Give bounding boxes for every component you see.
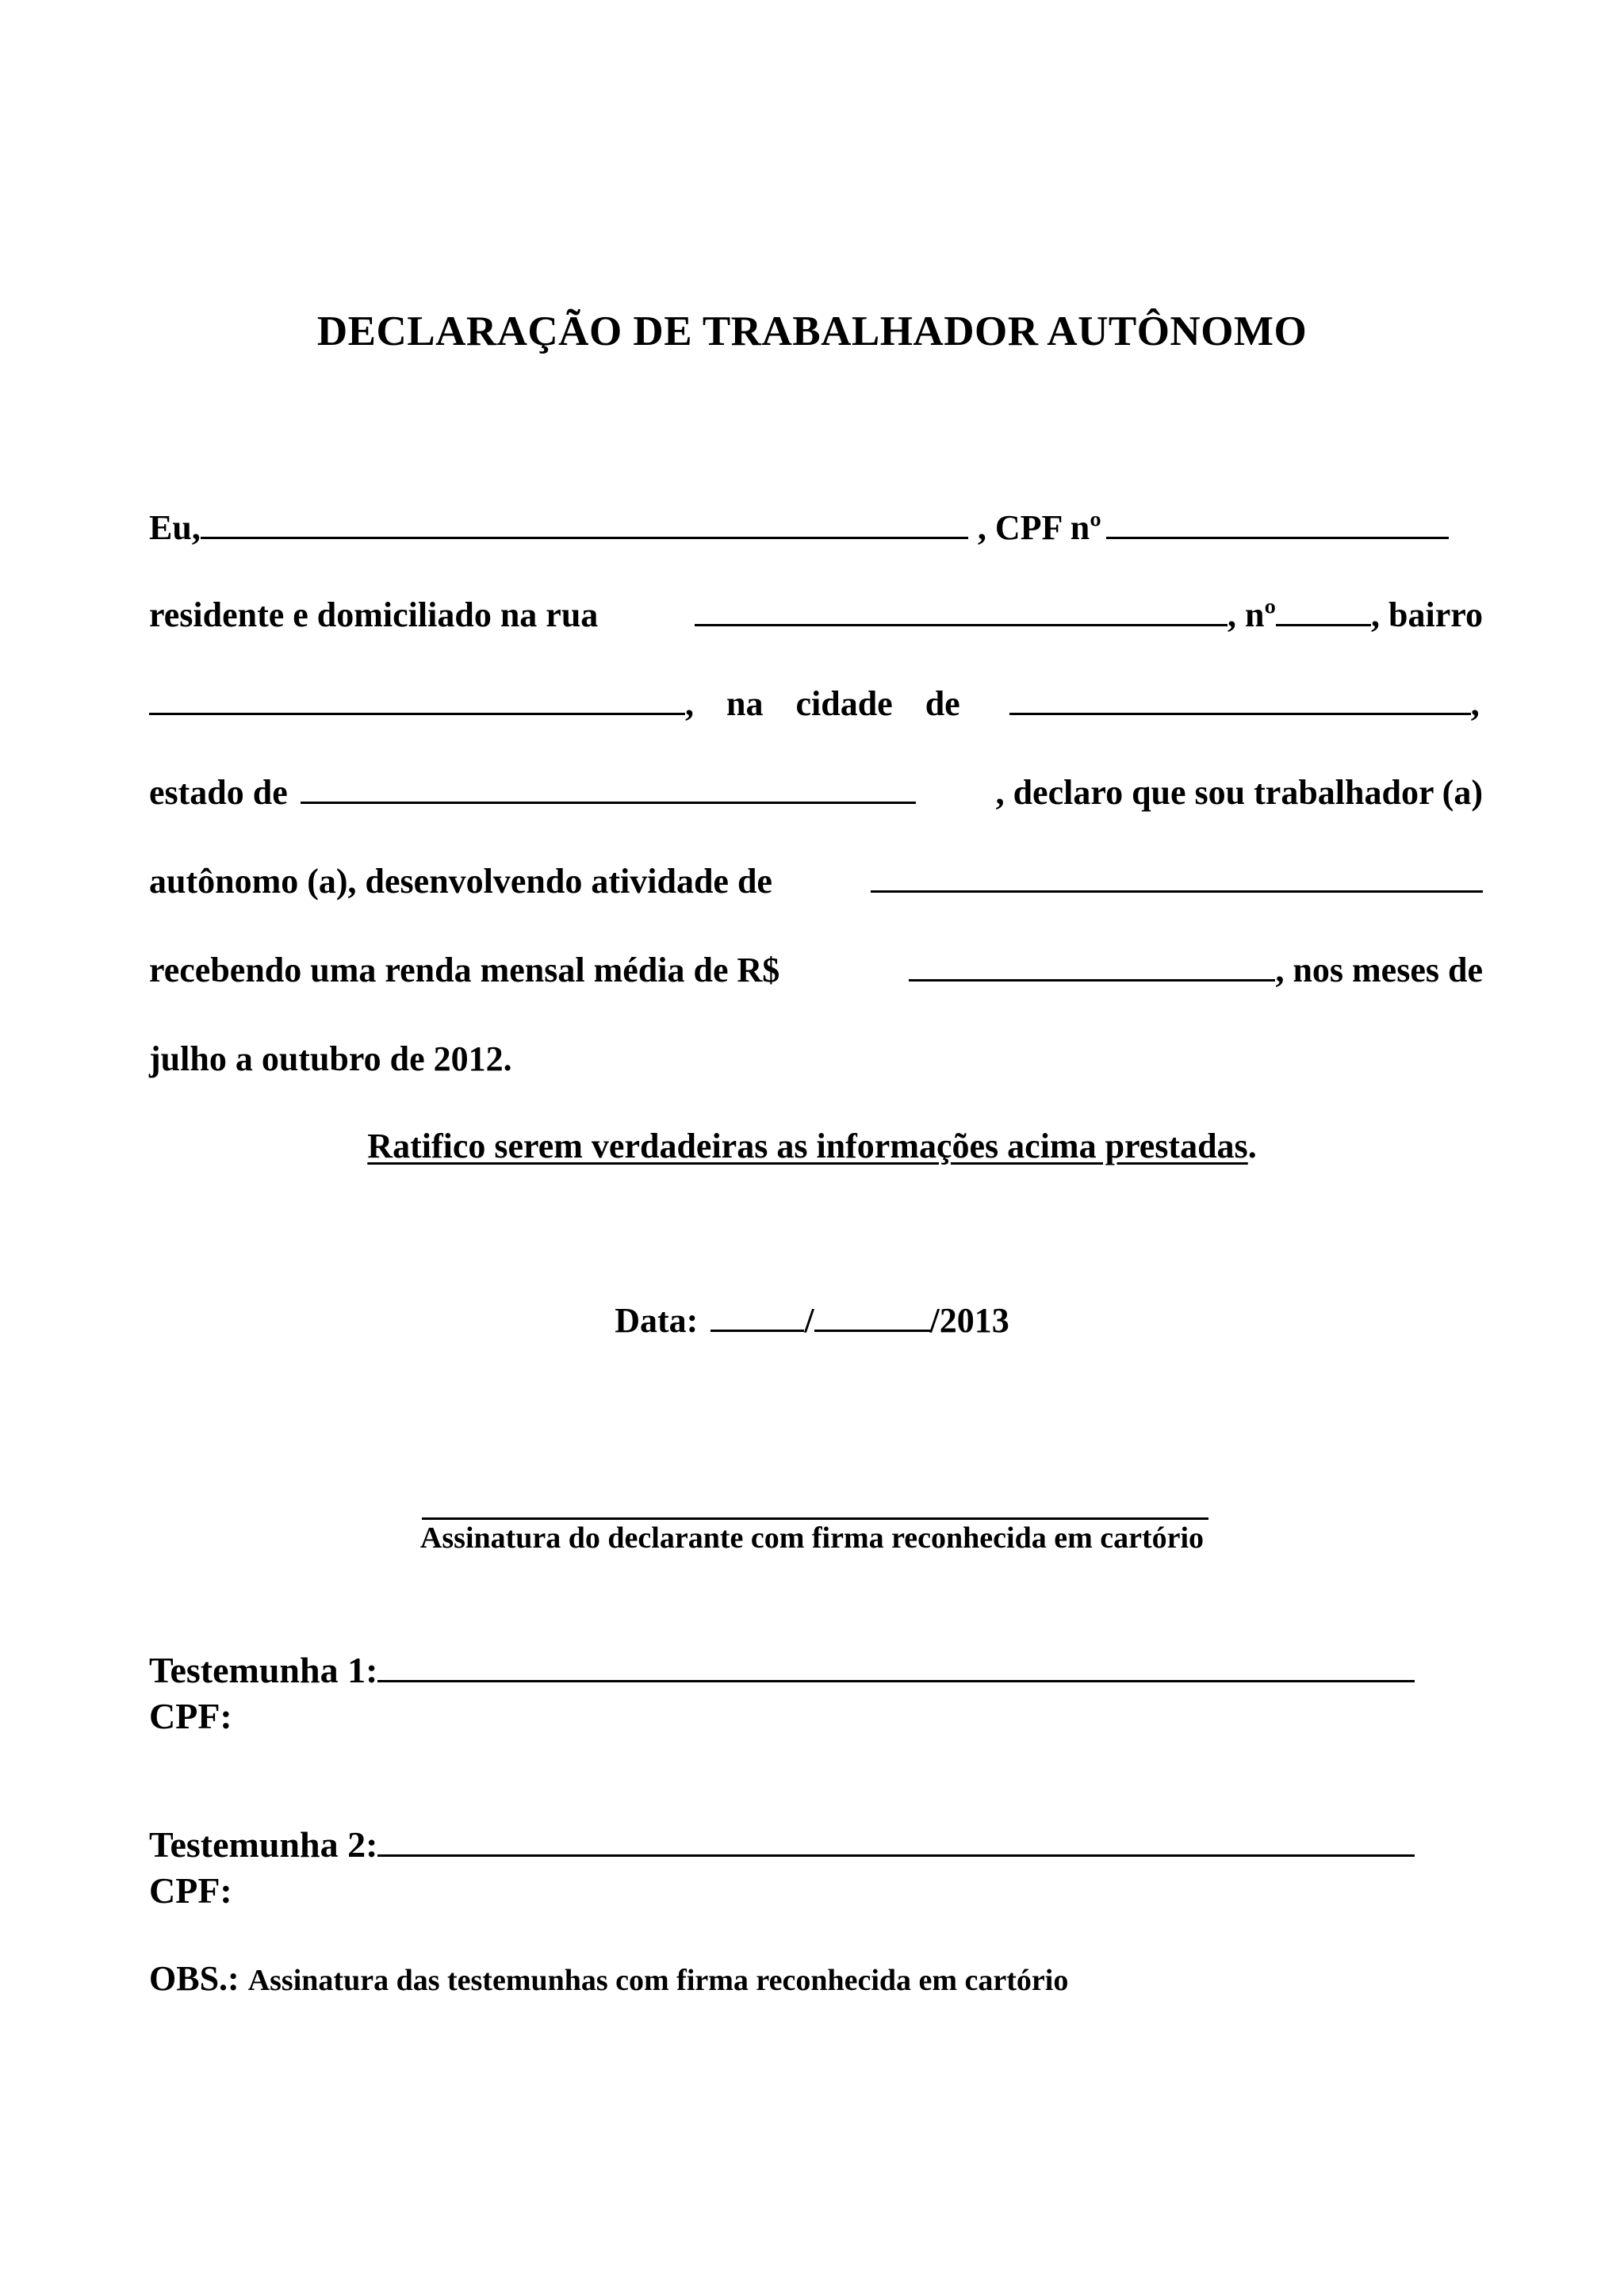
bairro-field[interactable] — [149, 712, 685, 715]
obs-text: Assinatura das testemunhas com firma reconhecida em cartório — [247, 1964, 1069, 1997]
activity-line — [149, 861, 1483, 901]
cpf-field[interactable] — [1106, 536, 1449, 539]
bairro-label: , bairro — [1371, 595, 1483, 634]
autonomo-text: autônomo (a), desenvolvendo atividade de — [149, 862, 772, 901]
witness2-field[interactable] — [377, 1854, 1415, 1857]
date-month-field[interactable] — [814, 1329, 930, 1332]
signature-line[interactable] — [422, 1517, 1208, 1520]
witness1-label: Testemunha 1: — [149, 1650, 378, 1690]
address-line — [149, 595, 1483, 635]
witness1-line — [149, 1649, 1415, 1691]
renda-text: recebendo uma renda mensal média de R$ — [149, 951, 780, 989]
date-day-field[interactable] — [710, 1329, 804, 1332]
declaro-text: , declaro que sou trabalhador (a) — [995, 773, 1483, 812]
eu-label: Eu, — [149, 508, 201, 547]
state-field[interactable] — [301, 801, 916, 804]
witness2-line — [149, 1823, 1415, 1866]
cpf-label: , CPF nº — [977, 508, 1101, 547]
ratification-statement — [0, 1126, 1624, 1166]
cidade-label: , na cidade de — [685, 684, 960, 723]
document-title: DECLARAÇÃO DE TRABALHADOR AUTÔNOMO — [316, 308, 1308, 354]
bairro-city-line — [149, 683, 1483, 724]
meses-text: , nos meses de — [1275, 951, 1483, 989]
date-label: Data: — [615, 1301, 699, 1340]
income-line — [149, 950, 1483, 990]
number-field[interactable] — [1276, 623, 1371, 626]
period-line — [149, 1039, 1483, 1079]
name-cpf-line — [149, 507, 1483, 548]
name-field[interactable] — [201, 536, 968, 539]
date-line — [0, 1300, 1624, 1341]
street-field[interactable] — [695, 623, 1228, 626]
state-line — [149, 772, 1483, 813]
date-separator: / — [804, 1301, 814, 1340]
estado-label: estado de — [149, 773, 288, 812]
activity-field[interactable] — [871, 890, 1483, 893]
income-field[interactable] — [909, 978, 1275, 982]
witness2-label: Testemunha 2: — [149, 1824, 378, 1865]
witness1-cpf-label: CPF: — [149, 1696, 232, 1736]
obs-label: OBS.: — [149, 1959, 239, 1998]
ratification-period: . — [1247, 1127, 1257, 1165]
witness1-field[interactable] — [377, 1679, 1415, 1682]
ratification-text: Ratifico serem verdadeiras as informações acima prestadas — [367, 1127, 1248, 1165]
residente-label: residente e domiciliado na rua — [149, 595, 599, 634]
signature-caption: Assinatura do declarante com firma reconhecida em cartório — [419, 1521, 1205, 1555]
observation — [149, 1958, 1068, 1999]
witness2-cpf-label: CPF: — [149, 1870, 232, 1911]
city-field[interactable] — [1009, 712, 1471, 715]
date-year: /2013 — [929, 1301, 1009, 1340]
city-end-comma: , — [1470, 684, 1480, 723]
number-label: , nº — [1228, 595, 1277, 634]
period-text: julho a outubro de 2012. — [149, 1039, 512, 1078]
